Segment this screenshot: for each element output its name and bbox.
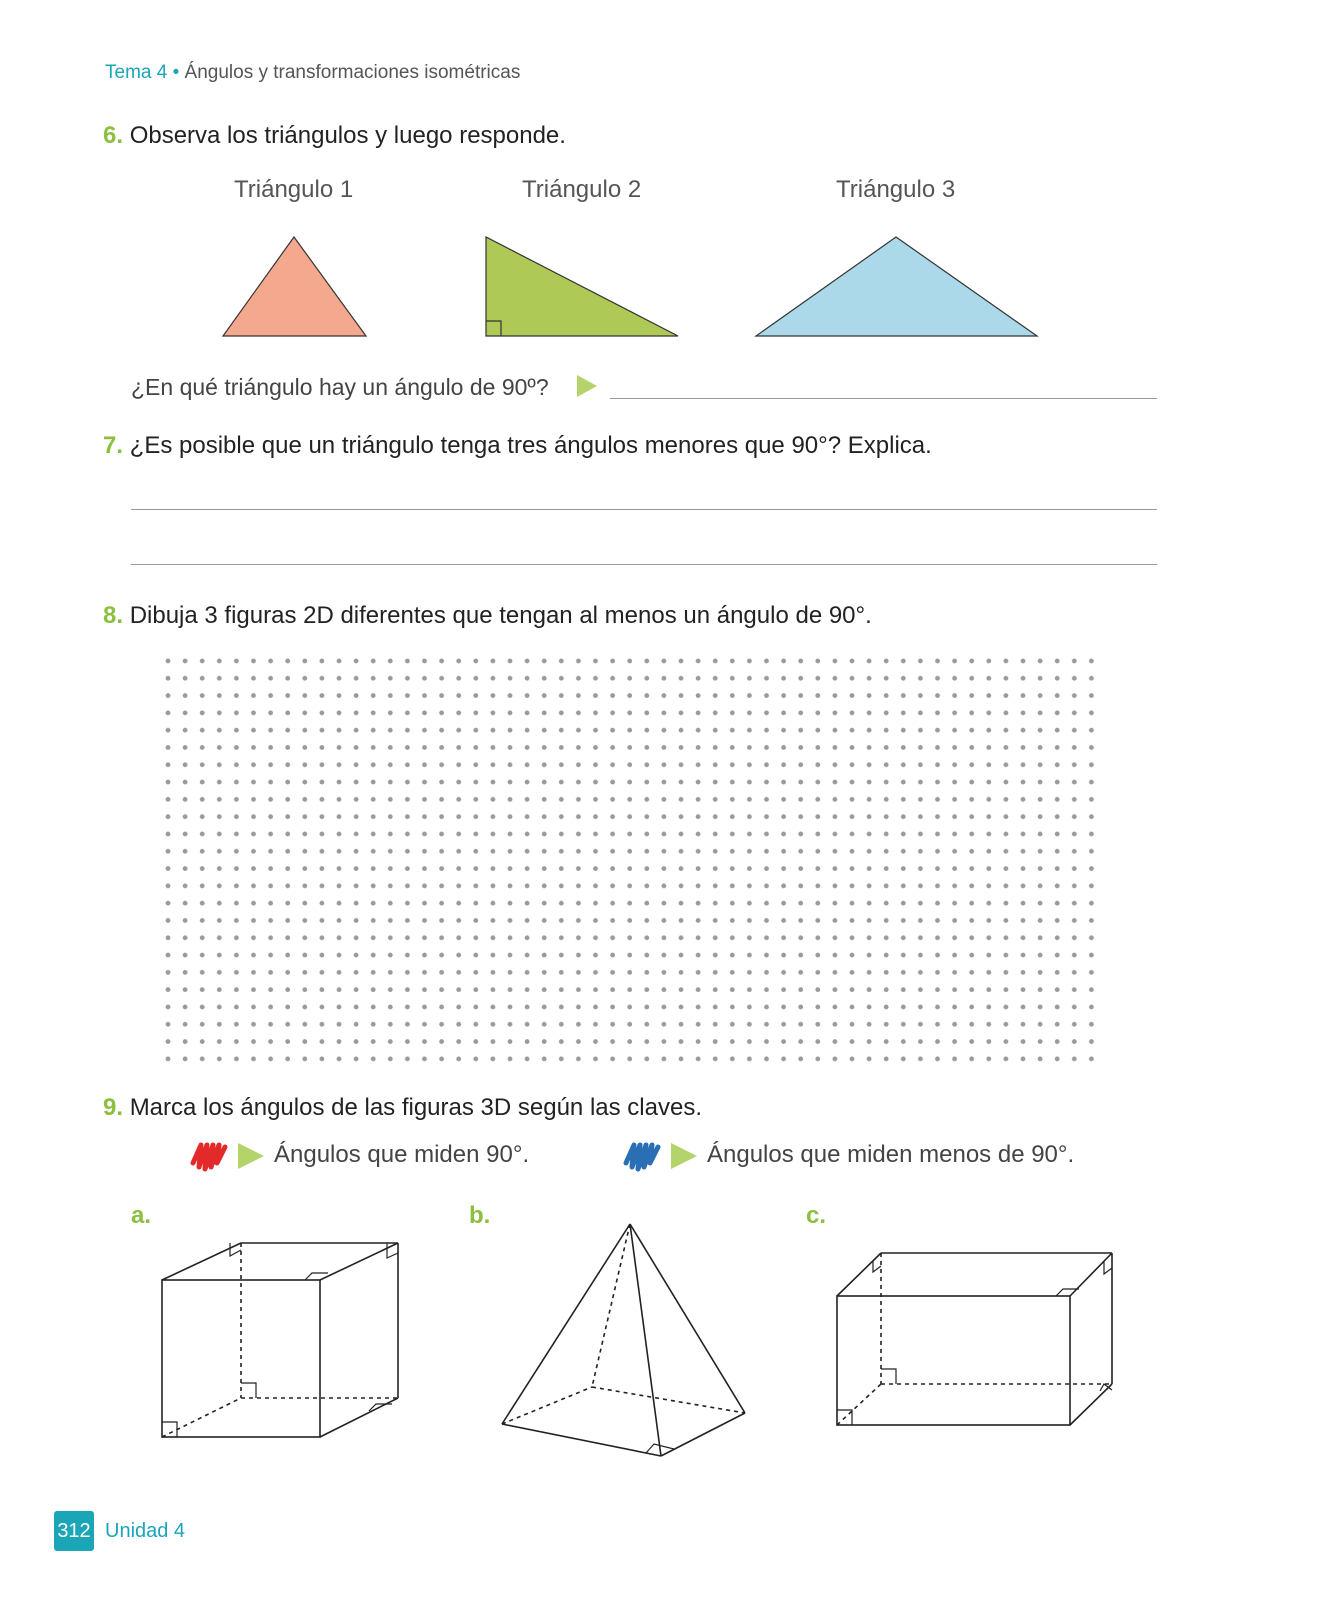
blue-scribble-icon	[622, 1139, 662, 1173]
triangles-figure	[0, 0, 1339, 360]
triangle-3	[756, 237, 1037, 336]
triangle-1-label: Triángulo 1	[234, 176, 354, 203]
question-8-text: Dibuja 3 figuras 2D diferentes que tengan al menos un ángulo de 90°.	[129, 602, 872, 629]
play-arrow-icon	[237, 1142, 265, 1170]
answer-line-7b[interactable]	[131, 564, 1157, 565]
question-9-number: 9.	[103, 1094, 124, 1121]
dot-grid[interactable]	[160, 653, 1100, 1063]
header-subject: Ángulos y transformaciones isométricas	[184, 62, 521, 83]
question-6-number: 6.	[103, 122, 124, 149]
question-9-text: Marca los ángulos de las figuras 3D según las claves.	[129, 1094, 702, 1121]
unit-label: Unidad 4	[105, 1520, 186, 1542]
triangle-2-label: Triángulo 2	[522, 176, 642, 203]
figure-c-label: c.	[806, 1202, 827, 1229]
pyramid-figure	[502, 1224, 745, 1456]
figure-b-label: b.	[469, 1202, 491, 1229]
question-6-subquestion: ¿En qué triángulo hay un ángulo de 90º?	[131, 374, 549, 400]
figures-3d	[0, 1200, 1339, 1480]
answer-line-6[interactable]	[610, 398, 1157, 399]
play-arrow-icon	[670, 1142, 698, 1170]
figure-a-label: a.	[131, 1202, 152, 1229]
triangle-3-label: Triángulo 3	[836, 176, 956, 203]
red-scribble-icon	[189, 1139, 229, 1173]
header-tema: Tema 4	[105, 62, 168, 83]
key-90-text: Ángulos que miden 90°.	[274, 1141, 530, 1168]
question-8	[103, 602, 872, 630]
page-number: 312	[54, 1511, 94, 1551]
question-8-number: 8.	[103, 602, 124, 629]
prism-figure	[837, 1253, 1112, 1425]
triangle-1	[223, 237, 366, 336]
question-7-text: ¿Es posible que un triángulo tenga tres ángulos menores que 90°? Explica.	[129, 432, 932, 459]
question-6-text: Observa los triángulos y luego responde.	[129, 122, 566, 149]
question-7-number: 7.	[103, 432, 124, 459]
cube-figure	[162, 1243, 398, 1437]
play-arrow-icon	[576, 374, 598, 398]
header-bullet: •	[172, 62, 180, 83]
question-7	[103, 432, 932, 460]
answer-line-7a[interactable]	[131, 509, 1157, 510]
key-less-90-text: Ángulos que miden menos de 90°.	[707, 1141, 1075, 1168]
question-9	[103, 1094, 702, 1122]
triangle-2	[486, 237, 678, 336]
